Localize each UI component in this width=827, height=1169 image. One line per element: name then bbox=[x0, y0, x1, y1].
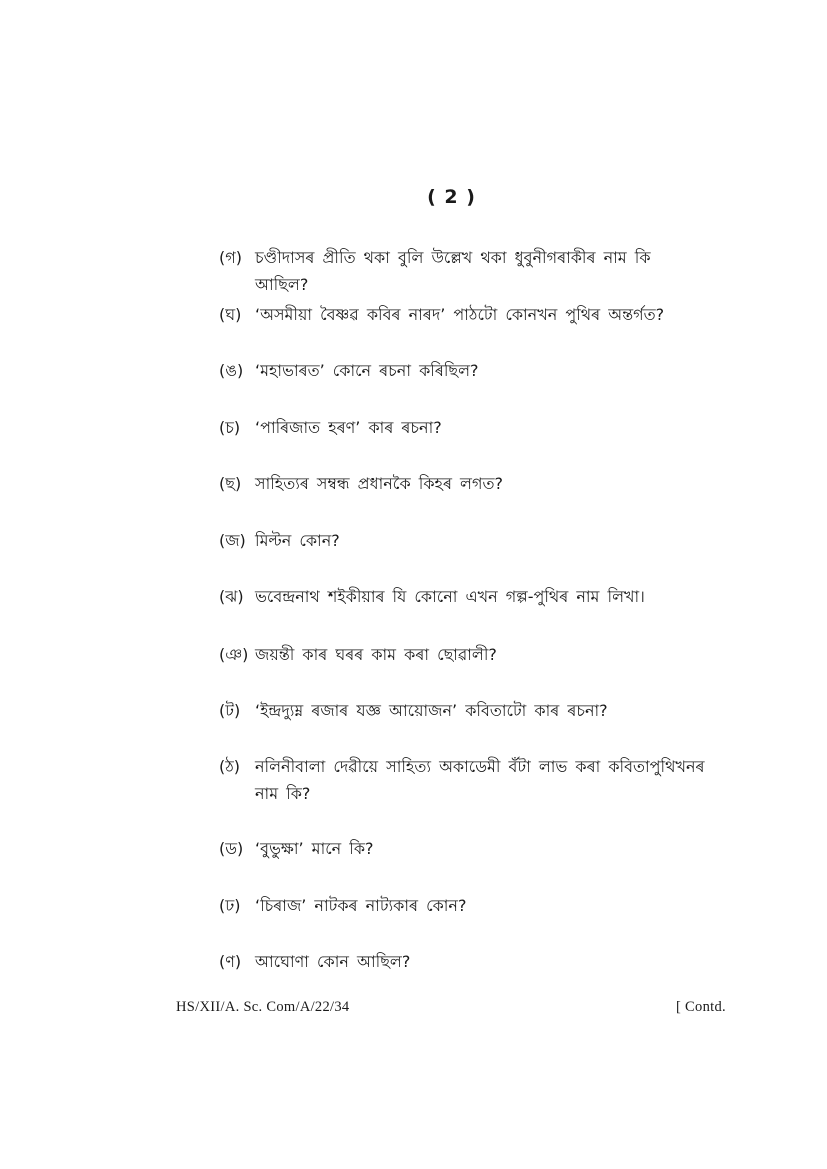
question-text: ‘বুভুক্ষা’ মানে কি? bbox=[255, 839, 374, 858]
question-item bbox=[219, 583, 709, 610]
question-number: (ট) bbox=[219, 701, 241, 720]
question-item bbox=[219, 470, 709, 497]
question-number: (ঝ) bbox=[219, 587, 244, 606]
question-text: মিল্টন কোন? bbox=[255, 531, 340, 550]
question-text: নলিনীবালা দেৱীয়ে সাহিত্য অকাডেমী বঁটা লাভ কৰা কবিতাপুথিখনৰ নাম কি? bbox=[255, 757, 705, 803]
question-item bbox=[219, 641, 709, 668]
question-item bbox=[219, 697, 709, 724]
question-number: (ঠ) bbox=[219, 757, 241, 776]
question-item bbox=[219, 753, 709, 807]
question-item bbox=[219, 414, 709, 441]
question-text: ‘মহাভাৰত’ কোনে ৰচনা কৰিছিল? bbox=[255, 361, 479, 380]
question-text: ‘অসমীয়া বৈষ্ণৱ কবিৰ নাৰদ’ পাঠটো কোনখন পুথিৰ অন্তৰ্গত? bbox=[255, 305, 665, 324]
question-number: (জ) bbox=[219, 531, 246, 550]
question-item bbox=[219, 301, 709, 328]
question-item bbox=[219, 244, 709, 298]
question-number: (ছ) bbox=[219, 474, 242, 493]
question-number: (গ) bbox=[219, 248, 242, 267]
question-text: চণ্ডীদাসৰ প্ৰীতি থকা বুলি উল্লেখ থকা ধুবুনীগৰাকীৰ নাম কি আছিল? bbox=[255, 248, 651, 294]
question-number: (চ) bbox=[219, 418, 241, 437]
question-number: (ঘ) bbox=[219, 305, 242, 324]
question-number: (ঢ) bbox=[219, 896, 241, 915]
question-text: ‘চিৰাজ’ নাটকৰ নাট্যকাৰ কোন? bbox=[255, 896, 467, 915]
question-text: ‘পাৰিজাত হৰণ’ কাৰ ৰচনা? bbox=[255, 418, 442, 437]
question-text: সাহিত্যৰ সম্বন্ধ প্ৰধানকৈ কিহৰ লগত? bbox=[255, 474, 503, 493]
question-text: আঘোণা কোন আছিল? bbox=[255, 952, 411, 971]
continued-label: [ Contd. bbox=[676, 999, 726, 1015]
question-number: (ণ) bbox=[219, 952, 242, 971]
question-number: (ঙ) bbox=[219, 361, 244, 380]
question-item bbox=[219, 527, 709, 554]
question-item bbox=[219, 892, 709, 919]
question-text: ভবেন্দ্ৰনাথ শইকীয়াৰ যি কোনো এখন গল্প-পুথিৰ নাম লিখা। bbox=[255, 587, 645, 606]
page-number: ( 2 ) bbox=[427, 186, 476, 208]
question-number: (ঞ) bbox=[219, 645, 249, 664]
question-number: (ড) bbox=[219, 839, 244, 858]
question-text: ‘ইন্দ্ৰদ্যুম্ন ৰজাৰ যজ্ঞ আয়োজন’ কবিতাটো কাৰ ৰচনা? bbox=[255, 701, 608, 720]
paper-code: HS/XII/A. Sc. Com/A/22/34 bbox=[176, 999, 350, 1015]
question-item bbox=[219, 357, 709, 384]
question-item bbox=[219, 948, 709, 975]
question-text: জয়ন্তী কাৰ ঘৰৰ কাম কৰা ছোৱালী? bbox=[255, 645, 497, 664]
question-item bbox=[219, 835, 709, 862]
